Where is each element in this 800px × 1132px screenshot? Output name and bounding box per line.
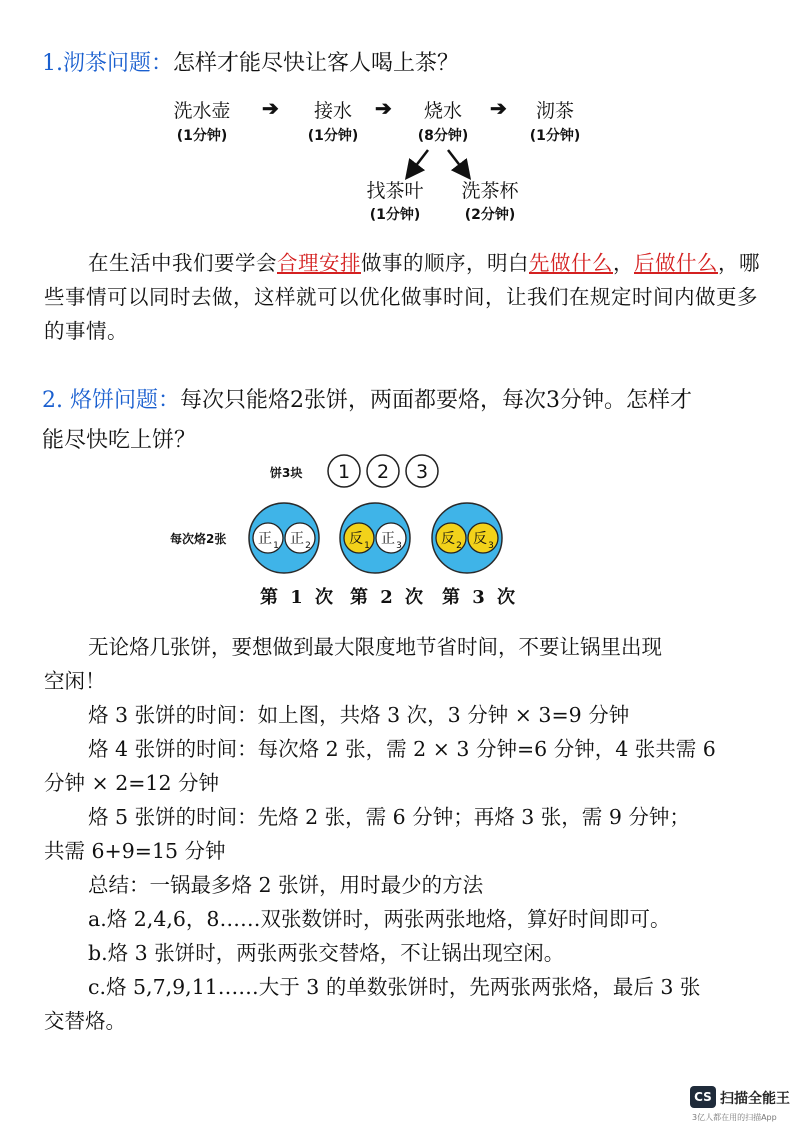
flow-step-4-time: (1分钟): [529, 128, 581, 144]
branch-arrow-left: [408, 150, 428, 176]
pancake-sub: 1: [364, 541, 370, 551]
highlight-text: 合理安排: [277, 251, 361, 275]
pancake-label: 反: [441, 531, 455, 547]
body-line: a.烙 2,4,6，8……双张数饼时，两张两张地烙，算好时间即可。: [88, 907, 671, 931]
section2-title: [42, 383, 692, 414]
body-line: 烙 4 张饼的时间：每次烙 2 张，需 2 × 3 分钟=6 分钟，4 张共需 6: [88, 737, 716, 761]
body-line: 烙 5 张饼的时间：先烙 2 张，需 6 分钟；再烙 3 张，需 9 分钟；: [88, 805, 690, 829]
section2-heading: 2. 烙饼问题：: [42, 388, 180, 413]
branch-arrow-right: [448, 150, 468, 176]
highlight-text: 后做: [634, 251, 676, 275]
arrow-icon: ➔: [375, 96, 392, 120]
highlight-text: 先做什么: [529, 251, 613, 275]
pancake-label: 正: [290, 531, 304, 547]
flow-step-1: 洗水壶: [173, 100, 231, 122]
watermark-name: 扫描全能王: [720, 1091, 790, 1107]
pancake-sub: 2: [456, 541, 462, 551]
section2-question-line1: 每次只能烙2张饼，两面都要烙，每次3分钟。怎样才: [179, 388, 692, 413]
body-line: 交替烙。: [44, 1009, 126, 1033]
pancake-diagram: [170, 450, 530, 610]
cake-number: 2: [376, 461, 390, 483]
flow-step-2: 接水: [313, 100, 352, 122]
branch-step-2-time: (2分钟): [464, 207, 516, 223]
pancake-label: 反: [349, 531, 363, 547]
pancake-sub: 3: [488, 541, 494, 551]
branch-step-2: 洗茶杯: [461, 180, 519, 202]
cake-number: 3: [415, 461, 429, 483]
section1-paragraph: 在生活中我们要学会合理安排做事的顺序，明白先做什么，后做什么，哪些事情可以同时去做，这样就可以优化做事时间，让我们在规定时间内做更多的事情。: [44, 251, 760, 343]
tea-flow-chart: [0, 0, 800, 240]
pancake-label: 正: [381, 531, 395, 547]
body-line: c.烙 5,7,9,11……大于 3 的单数张饼时，先两张两张烙，最后 3 张: [88, 975, 701, 999]
pancake-sub: 3: [396, 541, 402, 551]
pancake-label: 正: [258, 531, 272, 547]
body-line: 烙 3 张饼的时间：如上图，共烙 3 次，3 分钟 × 3=9 分钟: [88, 703, 630, 727]
highlight-text: 什么: [676, 251, 718, 275]
pan-caption-3: 第 3 次: [442, 587, 519, 608]
flow-step-4: 沏茶: [535, 100, 574, 122]
body-line: 总结：一锅最多烙 2 张饼，用时最少的方法: [88, 873, 484, 897]
section2-question-line2: 能尽快吃上饼？: [42, 428, 197, 453]
flow-step-3: 烧水: [423, 100, 462, 122]
body-line: 共需 6+9=15 分钟: [44, 839, 226, 863]
pancake-sub: 1: [273, 541, 279, 551]
flow-step-2-time: (1分钟): [307, 128, 359, 144]
label-cakes: 饼3块: [270, 466, 303, 480]
label-each: 每次烙2张: [170, 532, 227, 546]
section1-heading: 1.沏茶问题：: [42, 51, 173, 76]
cake-number: 1: [337, 461, 351, 483]
body-line: 无论烙几张饼，要想做到最大限度地节省时间，不要让锅里出现: [88, 635, 662, 659]
section1-question: 怎样才能尽快让客人喝上茶？: [173, 51, 460, 76]
flow-step-1-time: (1分钟): [176, 128, 228, 144]
scanner-logo-icon: CS: [690, 1086, 716, 1108]
watermark-sub: 3亿人都在用的扫描App: [692, 1113, 777, 1122]
arrow-icon: ➔: [262, 96, 279, 120]
pan-caption-2: 第 2 次: [350, 587, 427, 608]
branch-step-1: 找茶叶: [366, 180, 424, 202]
pan-caption-1: 第 1 次: [260, 587, 337, 608]
body-line: 分钟 × 2=12 分钟: [44, 771, 220, 795]
pancake-label: 反: [473, 531, 487, 547]
pancake-sub: 2: [305, 541, 311, 551]
body-line: b.烙 3 张饼时，两张两张交替烙，不让锅出现空闲。: [88, 941, 565, 965]
flow-step-3-time: (8分钟): [417, 128, 469, 144]
branch-step-1-time: (1分钟): [369, 207, 421, 223]
body-line: 空闲！: [44, 669, 106, 693]
arrow-icon: ➔: [490, 96, 507, 120]
